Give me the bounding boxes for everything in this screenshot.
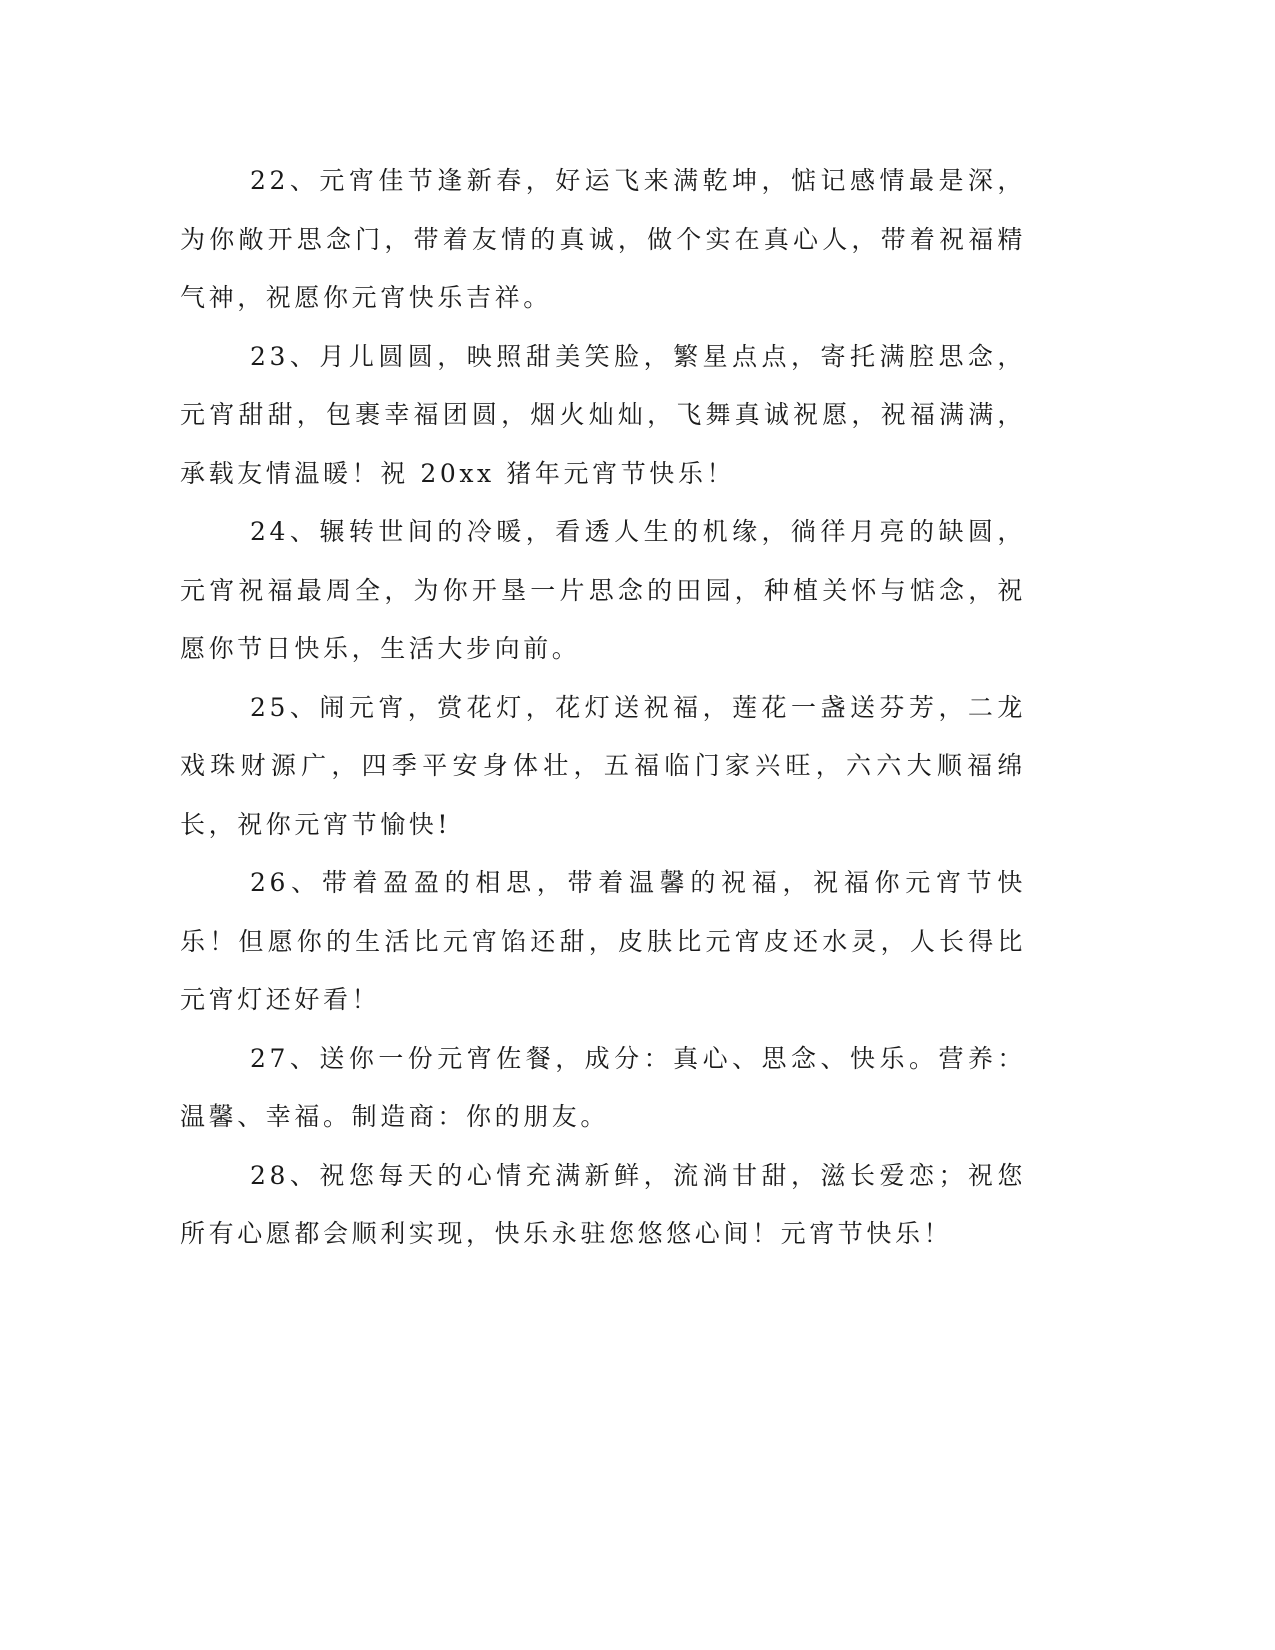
paragraph-23: 23、月儿圆圆，映照甜美笑脸，繁星点点，寄托满腔思念，元宵甜甜，包裹幸福团圆，烟火灿灿，飞舞真诚祝愿，祝福满满，承载友情温暖！祝 20xx 猪年元宵节快乐！: [180, 341, 1026, 488]
paragraph-27: 27、送你一份元宵佐餐，成分：真心、思念、快乐。营养：温馨、幸福。制造商：你的朋友。: [180, 1043, 1026, 1131]
paragraph-26: 26、带着盈盈的相思，带着温馨的祝福，祝福你元宵节快乐！但愿你的生活比元宵馅还甜，皮肤比元宵皮还水灵，人长得比元宵灯还好看！: [180, 868, 1026, 1014]
paragraph-28: 28、祝您每天的心情充满新鲜，流淌甘甜，滋长爱恋；祝您所有心愿都会顺利实现，快乐永驻您悠悠心间！元宵节快乐！: [180, 1160, 1026, 1248]
document-body: [180, 152, 1026, 1264]
paragraph-25: 25、闹元宵，赏花灯，花灯送祝福，莲花一盏送芬芳，二龙戏珠财源广，四季平安身体壮，五福临门家兴旺，六六大顺福绵长，祝你元宵节愉快!: [180, 692, 1026, 839]
paragraph-22: 22、元宵佳节逢新春，好运飞来满乾坤，惦记感情最是深，为你敞开思念门，带着友情的真诚，做个实在真心人，带着祝福精气神，祝愿你元宵快乐吉祥。: [180, 166, 1026, 312]
paragraph-24: 24、辗转世间的冷暖，看透人生的机缘，徜徉月亮的缺圆，元宵祝福最周全，为你开垦一片思念的田园，种植关怀与惦念，祝愿你节日快乐，生活大步向前。: [180, 517, 1026, 663]
